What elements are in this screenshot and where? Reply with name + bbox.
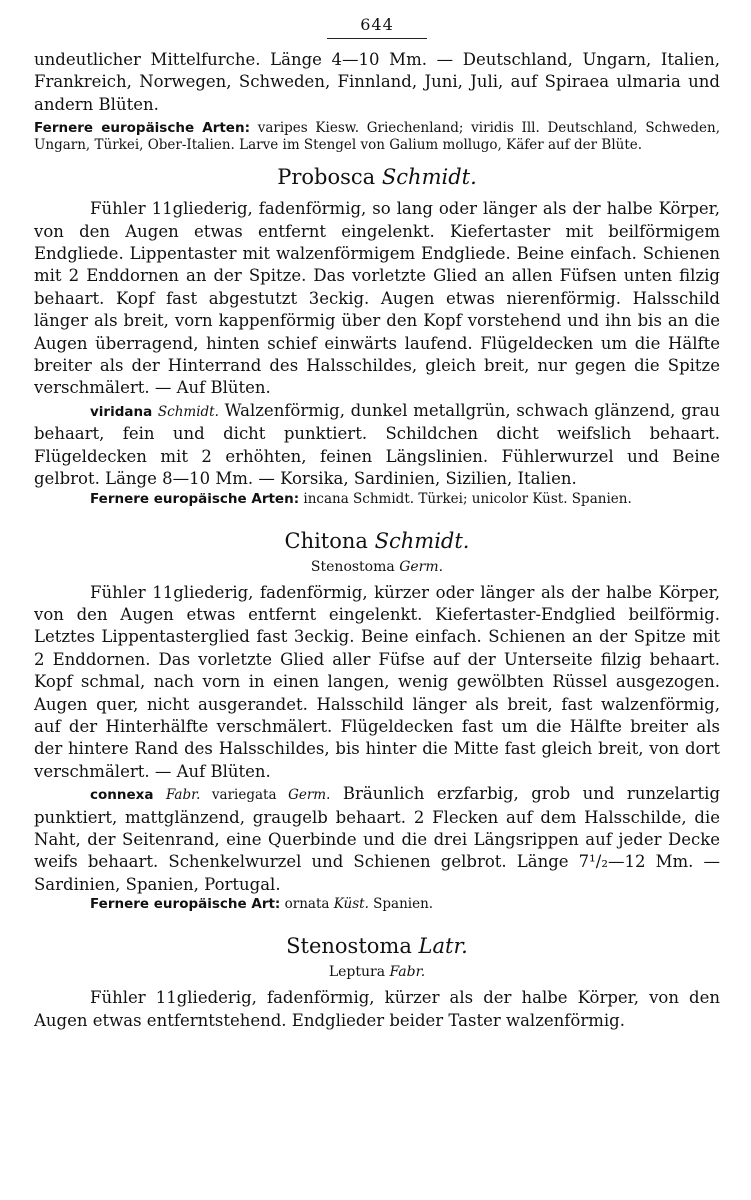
page-number: 644: [360, 15, 394, 34]
species-author: Fabr.: [165, 787, 201, 804]
paragraph-continuation: undeutlicher Mittelfurche. Länge 4—10 Mm. — Deutschland, Ungarn, Italien, Frankreich, Norwegen, Schweden, Finnland, Juni, Juli, auf Spiraea ulmaria und andern Blüten.: [34, 50, 720, 114]
species-name: connexa: [90, 787, 154, 804]
genus-description-probosca: Fühler 11gliederig, fadenförmig, so lang oder länger als der halbe Körper, von den Augen etwas entfernt eingelenkt. Kiefertaster mit beilförmigem Endgliede. Lippentaster mit walzenförmigem Endgliede. Beine einfach. Schienen mit 2 Enddornen an der Spitze. Das vorletzte Glied an allen Füfsen unten filzig behaart. Kopf fast abgestutzt 3eckig. Augen etwas nierenförmig. Halsschild länger als breit, vorn kappenförmig über den Kopf vorstehend und ihn bis an die Augen überragend, hinten schief einwärts laufend. Flügeldecken um die Hälfte breiter als der Hinterrand des Halsschildes, gleich breit, nur gegen die Spitze verschmälert. — Auf Blüten.: [34, 199, 720, 398]
synonym-author: Fabr.: [389, 964, 426, 981]
synonym-name: Leptura: [328, 964, 386, 981]
book-page: [34, 14, 720, 1032]
species-name: viridana: [90, 403, 153, 420]
genus-name: Stenostoma: [286, 934, 412, 959]
genus-author: Schmidt.: [374, 528, 470, 553]
further-species-label: Fernere europäische Arten:: [90, 490, 300, 507]
further-species-chitona: [34, 896, 720, 913]
further-species-label: Fernere europäische Arten:: [34, 120, 250, 137]
header-rule: [327, 38, 427, 39]
genus-author: Latr.: [418, 934, 468, 959]
species-entry-connexa: [34, 783, 720, 896]
genus-name: Chitona: [284, 528, 368, 553]
further-species-text: incana Schmidt. Türkei; unicolor Küst. Spanien.: [299, 490, 632, 507]
genus-synonym-stenostoma: [34, 963, 720, 981]
species-synonym-author: Germ.: [288, 787, 331, 804]
species-description: Walzenförmig, dunkel metallgrün, schwach glänzend, grau behaart, fein und dicht punktiert. Schildchen dicht weifslich behaart. Flügeldecken mit 2 erhöhten, feinen Längslinien. Fühlerwurzel und Beine gelbrot. Länge 8—10 Mm. — Korsika, Sardinien, Sizilien, Italien.: [34, 400, 720, 489]
genus-heading-probosca: [34, 164, 720, 190]
genus-name: Probosca: [277, 165, 376, 190]
further-species-text: varipes Kiesw. Griechenland; viridis Ill. Deutschland, Schweden, Ungarn, Türkei, Ober-Italien. Larve im Stengel von Galium mollugo, Käfer auf der Blüte.: [34, 120, 720, 154]
genus-author: Schmidt.: [381, 165, 477, 190]
genus-description-stenostoma: Fühler 11gliederig, fadenförmig, kürzer als der halbe Körper, von den Augen etwas entferntstehend. Endglieder beider Taster walzenförmig.: [34, 988, 720, 1030]
genus-description-chitona: Fühler 11gliederig, fadenförmig, kürzer oder länger als der halbe Körper, von den Augen etwas entfernt eingelenkt. Kiefertaster-Endglied beilförmig. Letztes Lippentasterglied fast 3eckig. Beine einfach. Schienen an der Spitze mit 2 Enddornen. Das vorletzte Glied aller Füfse auf der Unterseite filzig behaart. Kopf schmal, nach vorn in einen langen, wenig gewölbten Rüssel ausgezogen. Augen quer, nicht ausgerandet. Halsschild länger als breit, fast walzenförmig, auf der Hinterhälfte verschmälert. Flügeldecken fast um die Hälfte breiter als der hintere Rand des Halsschildes, bis hinter die Mitte fast gleich breit, von dort verschmälert. — Auf Blüten.: [34, 582, 720, 781]
synonym-name: Stenostoma: [310, 558, 395, 575]
further-species-label: Fernere europäische Art:: [90, 896, 281, 913]
species-description: Bräunlich erzfarbig, grob und runzelartig punktiert, mattglänzend, graugelb behaart. 2 Flecken auf dem Halsschilde, die Naht, der Seitenrand, eine Querbinde und die drei Längsrippen auf jeder Decke weifs behaart. Schenkelwurzel und Schienen gelbrot. Länge 7¹/₂—12 Mm. — Sardinien, Spanien, Portugal.: [34, 784, 721, 894]
genus-heading-stenostoma: [34, 933, 720, 959]
further-species-locality: Spanien.: [368, 896, 434, 913]
synonym-author: Germ.: [399, 558, 444, 575]
species-entry-viridana: [34, 400, 720, 491]
species-synonym: variegata: [200, 787, 289, 804]
further-species-note: [34, 120, 720, 154]
species-author: Schmidt.: [157, 403, 219, 420]
further-species-author: Küst.: [333, 896, 369, 913]
genus-synonym-chitona: [34, 558, 720, 576]
further-species-text: ornata: [280, 896, 334, 913]
further-species-probosca: [34, 491, 720, 508]
genus-heading-chitona: [34, 528, 720, 554]
